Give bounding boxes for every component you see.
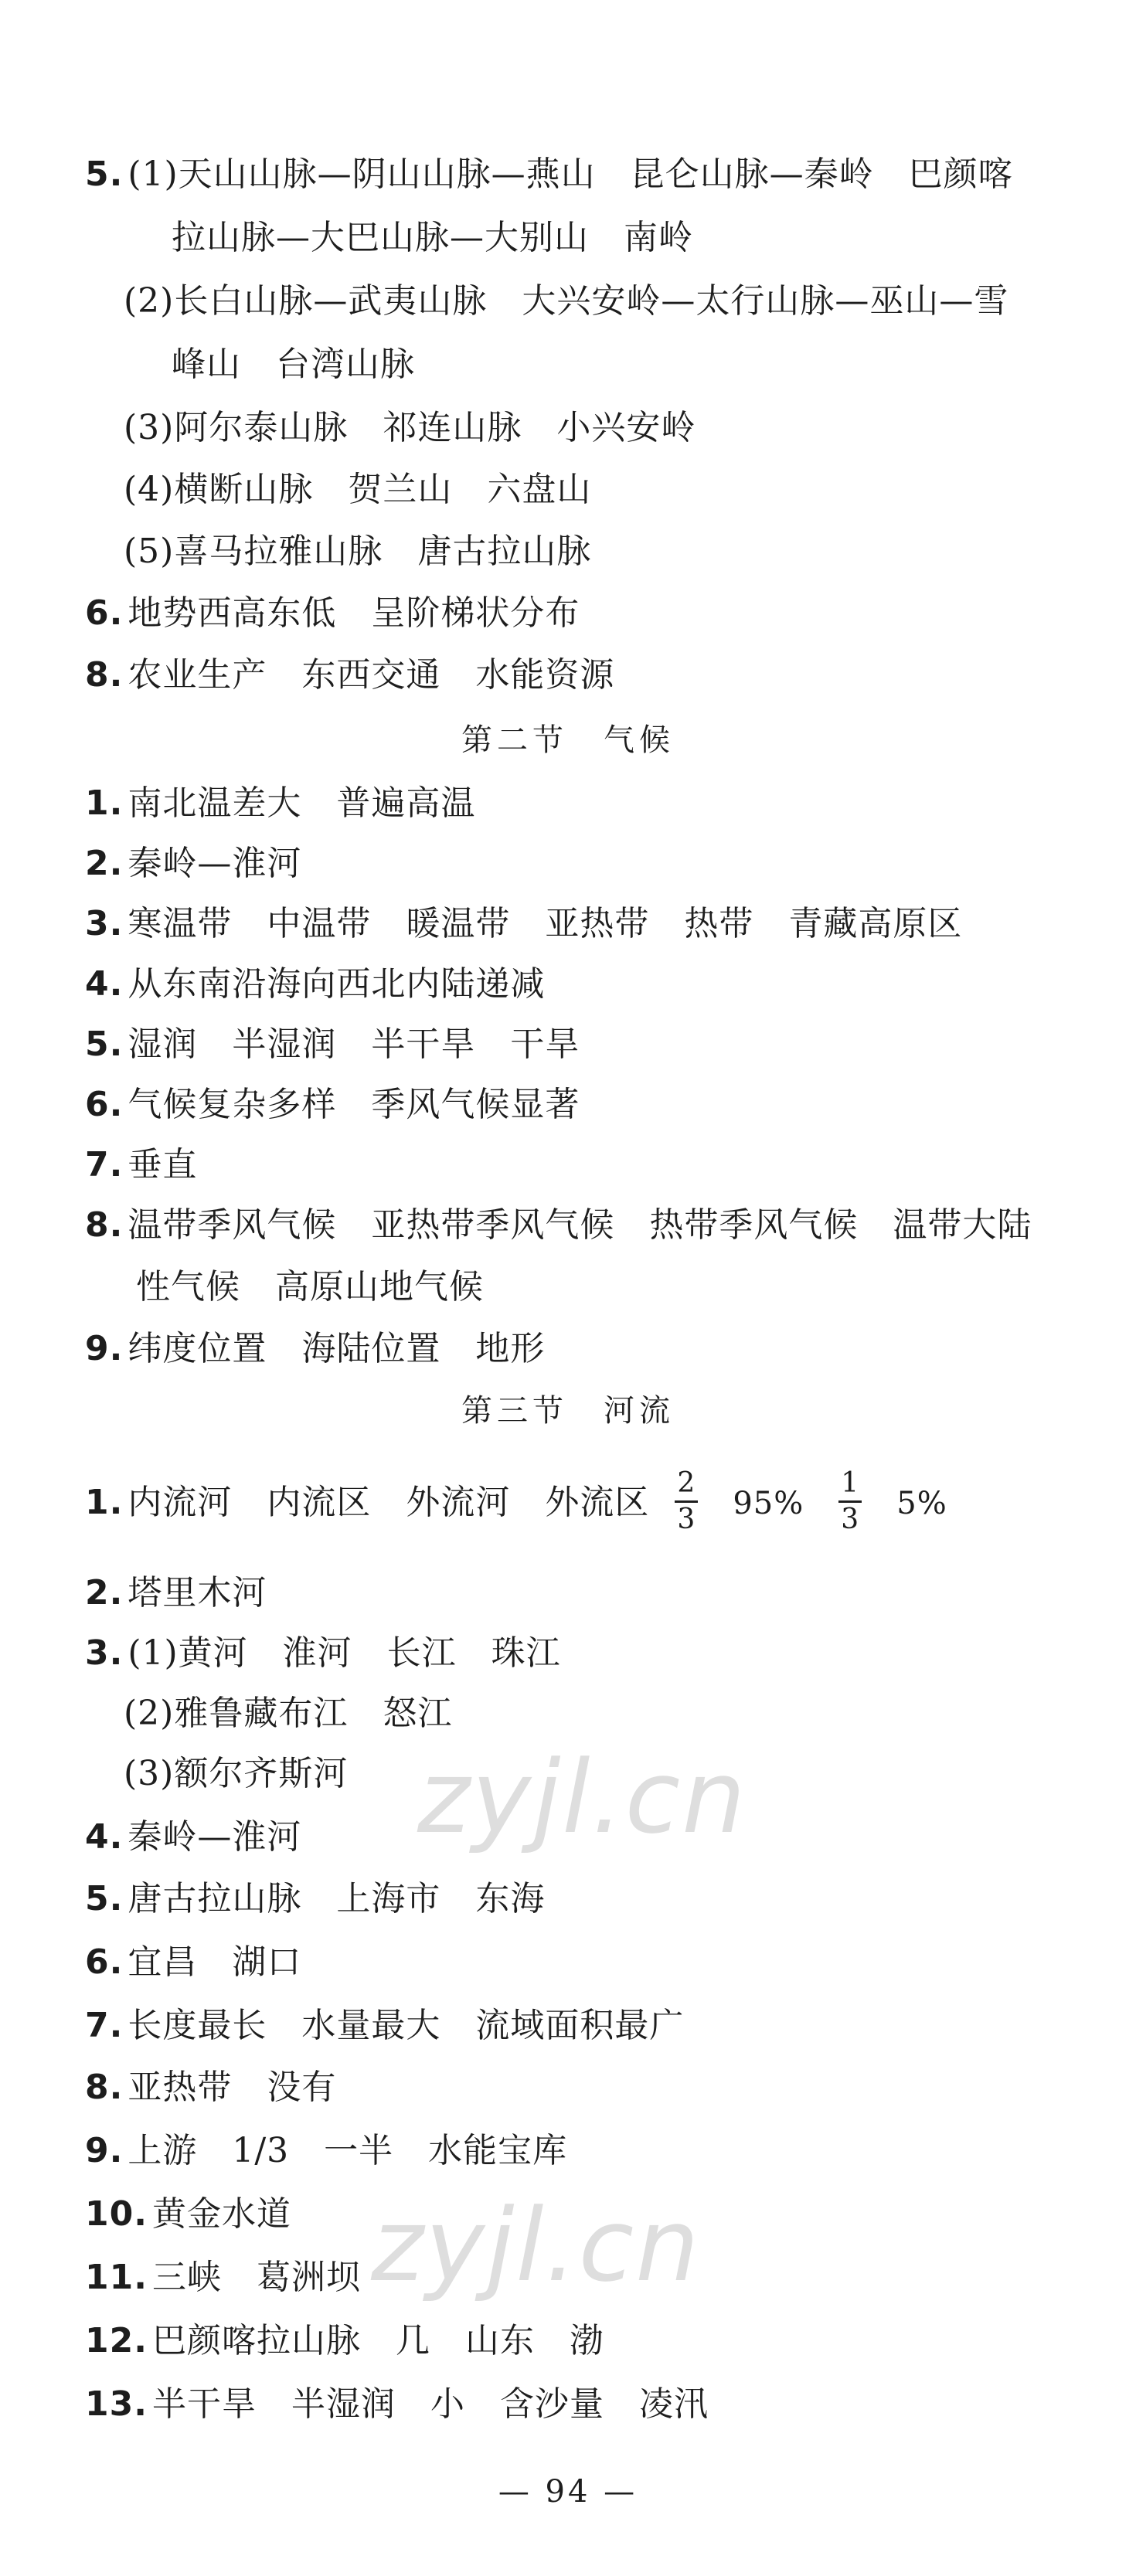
answer-s2-3: 3. 寒温带 中温带 暖温带 亚热带 热带 青藏高原区: [85, 904, 963, 943]
answer-s3-11: 11. 三峡 葛洲坝: [85, 2258, 361, 2297]
answer-s1-5-line1: 5. (1)天山山脉—阴山山脉—燕山 昆仑山脉—秦岭 巴颜喀: [85, 155, 1013, 194]
page-number: — 94 —: [498, 2474, 638, 2510]
answer-s1-5-line3: (2)长白山脉—武夷山脉 大兴安岭—太行山脉—巫山—雪: [124, 281, 1009, 321]
answer-s1-8: 8. 农业生产 东西交通 水能资源: [85, 655, 615, 695]
answer-s3-12: 12. 巴颜喀拉山脉 几 山东 渤: [85, 2321, 604, 2360]
answer-s3-3-line3: (3)额尔齐斯河: [124, 1754, 349, 1793]
answer-s1-5-line6: (4)横断山脉 贺兰山 六盘山: [124, 470, 592, 509]
section-heading-climate: 第二节 气候: [461, 722, 675, 758]
answer-s2-4: 4. 从东南沿海向西北内陆递减: [85, 964, 546, 1004]
answer-s2-1: 1. 南北温差大 普遍高温: [85, 783, 476, 823]
answer-s2-7: 7. 垂直: [85, 1145, 198, 1184]
fraction-two-thirds: $\frac{2}{3}$: [675, 1468, 698, 1535]
answer-s3-6: 6. 宜昌 湖口: [85, 1942, 302, 1982]
answer-s1-5-line2: 拉山脉—大巴山脉—大别山 南岭: [172, 218, 693, 257]
answer-s2-2: 2. 秦岭—淮河: [85, 844, 302, 883]
answer-s3-3-line2: (2)雅鲁藏布江 怒江: [124, 1694, 453, 1733]
answer-s3-4: 4. 秦岭—淮河: [85, 1817, 302, 1857]
answer-s3-5: 5. 唐古拉山脉 上海市 东海: [85, 1879, 546, 1918]
fraction-bar: [838, 1500, 862, 1503]
answer-s2-8-line2: 性气候 高原山地气候: [136, 1267, 484, 1307]
section-heading-rivers: 第三节 河流: [461, 1393, 675, 1429]
answer-s2-6: 6. 气候复杂多样 季风气候显著: [85, 1085, 580, 1124]
answer-s3-13: 13. 半干旱 半湿润 小 含沙量 凌汛: [85, 2384, 709, 2424]
answer-s2-5: 5. 湿润 半湿润 半干旱 干旱: [85, 1025, 580, 1064]
watermark: zyjl.cn: [417, 1738, 747, 1856]
answer-s3-10: 10. 黄金水道: [85, 2194, 291, 2234]
answer-s3-9: 9. 上游 1/3 一半 水能宝库: [85, 2131, 568, 2170]
answer-s3-2: 2. 塔里木河: [85, 1573, 267, 1613]
watermark: zyjl.cn: [371, 2187, 701, 2304]
fraction-one-third: $\frac{1}{3}$: [838, 1468, 862, 1535]
answer-s3-3-line1: 3. (1)黄河 淮河 长江 珠江: [85, 1633, 561, 1673]
answer-s1-5-line4: 峰山 台湾山脉: [172, 345, 415, 384]
answer-s1-5-line7: (5)喜马拉雅山脉 唐古拉山脉: [124, 532, 592, 571]
answer-s1-5-line5: (3)阿尔泰山脉 祁连山脉 小兴安岭: [124, 408, 696, 447]
fraction-bar: [675, 1500, 698, 1503]
answer-s3-8: 8. 亚热带 没有: [85, 2068, 337, 2107]
answer-s3-1: 1. 内流河 内流区 外流河 外流区 $\frac{2}{3}$ 95% $\frac{1}{3}$ 5%: [85, 1467, 947, 1535]
answer-s3-7: 7. 长度最长 水量最大 流域面积最广: [85, 2006, 685, 2045]
answer-s2-9: 9. 纬度位置 海陆位置 地形: [85, 1329, 546, 1368]
answer-s1-6: 6. 地势西高东低 呈阶梯状分布: [85, 593, 580, 633]
answer-s2-8-line1: 8. 温带季风气候 亚热带季风气候 热带季风气候 温带大陆: [85, 1205, 1032, 1245]
